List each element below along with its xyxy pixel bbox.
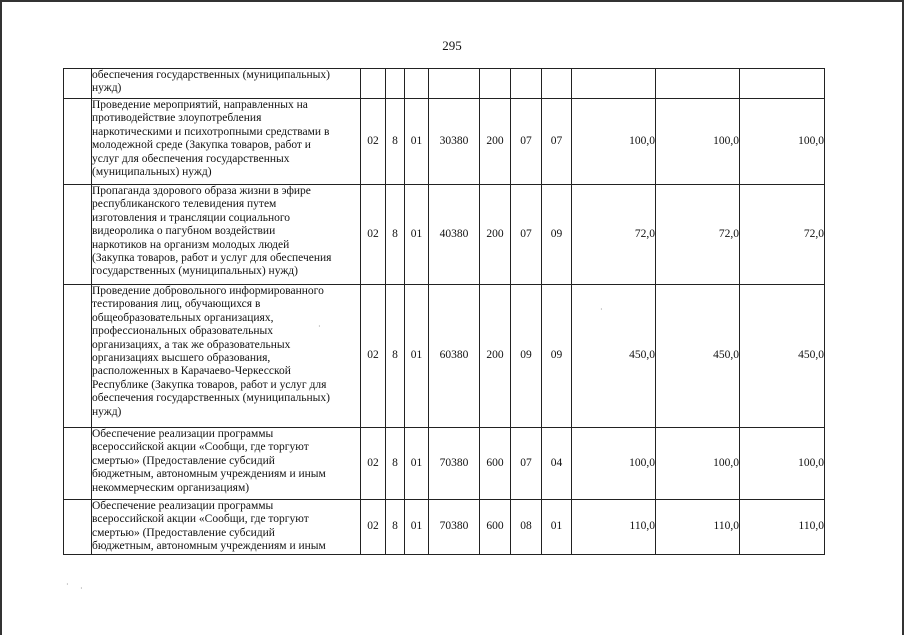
subsection-code-cell: 09: [542, 285, 572, 428]
subsection-code-cell: 07: [542, 99, 572, 185]
section-code-cell: [511, 69, 542, 99]
program-code-cell: 8: [386, 428, 405, 500]
amount-year-1-cell: 100,0: [572, 428, 656, 500]
amount-year-2-cell: 450,0: [656, 285, 740, 428]
subsection-code-cell: 04: [542, 428, 572, 500]
table-row: [64, 185, 825, 285]
description-line: тестирования лиц, обучающихся в: [92, 298, 261, 311]
description-line: некоммерческим организациям): [92, 481, 250, 494]
description-line: изготовления и трансляции социального: [92, 211, 291, 224]
description-line: Обеспечение реализации программы: [92, 500, 274, 512]
description-line: наркотическими и психотропными средствами в: [92, 125, 330, 138]
description-line: организациях, а так же образовательных: [92, 338, 291, 351]
description-line: бюджетным, автономным учреждениям и иным: [92, 468, 326, 481]
row-number-cell: [64, 500, 92, 555]
program-code-cell: 8: [386, 500, 405, 555]
description-line: нужд): [92, 82, 122, 95]
direction-code-cell: 70380: [429, 500, 480, 555]
description-line: видеоролика о пагубном воздействии: [92, 225, 276, 238]
description-cell: [92, 285, 361, 428]
description-line: Республике (Закупка товаров, работ и услуг для: [92, 378, 327, 391]
row-number-cell: [64, 99, 92, 185]
program-code-cell: 8: [386, 99, 405, 185]
amount-year-2-cell: 110,0: [656, 500, 740, 555]
row-number-cell: [64, 185, 92, 285]
program-code-cell: 8: [386, 185, 405, 285]
direction-code-cell: 40380: [429, 185, 480, 285]
description-line: смертью» (Предоставление субсидий: [92, 454, 275, 467]
description-line: Пропаганда здорового образа жизни в эфире: [92, 185, 311, 197]
amount-year-1-cell: 450,0: [572, 285, 656, 428]
table-row: [64, 99, 825, 185]
description-cell: [92, 69, 361, 99]
description-line: смертью» (Предоставление субсидий: [92, 526, 275, 539]
expense-type-code-cell: 600: [480, 500, 511, 555]
table-row: [64, 428, 825, 500]
amount-year-2-cell: 100,0: [656, 428, 740, 500]
subprogram-code-cell: [405, 69, 429, 99]
scan-speck: ·: [80, 584, 83, 593]
subprogram-code-cell: 01: [405, 185, 429, 285]
direction-code-cell: 60380: [429, 285, 480, 428]
amount-year-1-cell: [572, 69, 656, 99]
table-row: [64, 69, 825, 99]
table-row: [64, 500, 825, 555]
amount-year-3-cell: 110,0: [740, 500, 825, 555]
amount-year-2-cell: [656, 69, 740, 99]
subsection-code-cell: [542, 69, 572, 99]
description-line: обеспечения государственных (муниципальных): [92, 392, 330, 405]
program-code-cell: [386, 69, 405, 99]
section-code-cell: 08: [511, 500, 542, 555]
scan-border-top: [0, 0, 904, 2]
direction-code-cell: [429, 69, 480, 99]
section-code-cell: 07: [511, 99, 542, 185]
amount-year-3-cell: 100,0: [740, 428, 825, 500]
scan-border-left: [0, 0, 2, 635]
amount-year-3-cell: 100,0: [740, 99, 825, 185]
amount-year-3-cell: 72,0: [740, 185, 825, 285]
description-line: услуг для обеспечения государственных: [92, 152, 290, 165]
page-number: 295: [442, 38, 462, 53]
description-line: республиканского телевидения путем: [92, 198, 277, 211]
description-line: Проведение добровольного информированного: [92, 285, 324, 297]
admin-code-cell: 02: [361, 500, 386, 555]
description-cell: [92, 185, 361, 285]
scan-speck: ·: [600, 305, 603, 314]
description-line: обеспечения государственных (муниципальных): [92, 69, 330, 81]
row-number-cell: [64, 285, 92, 428]
description-line: наркотиков на организм молодых людей: [92, 238, 290, 251]
description-line: противодействие злоупотребления: [92, 112, 262, 125]
table-row: [64, 285, 825, 428]
expense-type-code-cell: 200: [480, 99, 511, 185]
section-code-cell: 09: [511, 285, 542, 428]
amount-year-3-cell: [740, 69, 825, 99]
description-line: Обеспечение реализации программы: [92, 428, 274, 440]
section-code-cell: 07: [511, 185, 542, 285]
description-cell: [92, 500, 361, 555]
subprogram-code-cell: 01: [405, 285, 429, 428]
expense-type-code-cell: [480, 69, 511, 99]
description-line: (муниципальных) нужд): [92, 166, 212, 179]
amount-year-2-cell: 100,0: [656, 99, 740, 185]
description-line: организациях высшего образования,: [92, 352, 271, 365]
description-line: профессиональных образовательных: [92, 325, 273, 338]
description-cell: [92, 428, 361, 500]
description-line: нужд): [92, 405, 122, 418]
subprogram-code-cell: 01: [405, 500, 429, 555]
scan-speck: ·: [66, 580, 69, 589]
subsection-code-cell: 01: [542, 500, 572, 555]
expense-type-code-cell: 200: [480, 285, 511, 428]
description-line: общеобразовательных организациях,: [92, 311, 274, 324]
budget-table: [63, 68, 825, 555]
description-line: Проведение мероприятий, направленных на: [92, 99, 308, 111]
subsection-code-cell: 09: [542, 185, 572, 285]
admin-code-cell: 02: [361, 285, 386, 428]
admin-code-cell: [361, 69, 386, 99]
admin-code-cell: 02: [361, 185, 386, 285]
description-line: бюджетным, автономным учреждениям и иным: [92, 540, 326, 553]
description-line: всероссийской акции «Сообщи, где торгуют: [92, 441, 309, 454]
description-line: молодежной среде (Закупка товаров, работ и: [92, 139, 311, 152]
subprogram-code-cell: 01: [405, 99, 429, 185]
description-line: (Закупка товаров, работ и услуг для обеспечения: [92, 252, 332, 265]
amount-year-1-cell: 72,0: [572, 185, 656, 285]
program-code-cell: 8: [386, 285, 405, 428]
scan-speck: ·: [318, 322, 321, 331]
direction-code-cell: 30380: [429, 99, 480, 185]
amount-year-1-cell: 100,0: [572, 99, 656, 185]
description-line: расположенных в Карачаево-Черкесской: [92, 365, 291, 378]
admin-code-cell: 02: [361, 428, 386, 500]
expense-type-code-cell: 200: [480, 185, 511, 285]
admin-code-cell: 02: [361, 99, 386, 185]
amount-year-3-cell: 450,0: [740, 285, 825, 428]
description-line: государственных (муниципальных) нужд): [92, 265, 298, 278]
description-line: всероссийской акции «Сообщи, где торгуют: [92, 513, 309, 526]
expense-type-code-cell: 600: [480, 428, 511, 500]
subprogram-code-cell: 01: [405, 428, 429, 500]
description-cell: [92, 99, 361, 185]
section-code-cell: 07: [511, 428, 542, 500]
amount-year-1-cell: 110,0: [572, 500, 656, 555]
row-number-cell: [64, 428, 92, 500]
row-number-cell: [64, 69, 92, 99]
direction-code-cell: 70380: [429, 428, 480, 500]
amount-year-2-cell: 72,0: [656, 185, 740, 285]
